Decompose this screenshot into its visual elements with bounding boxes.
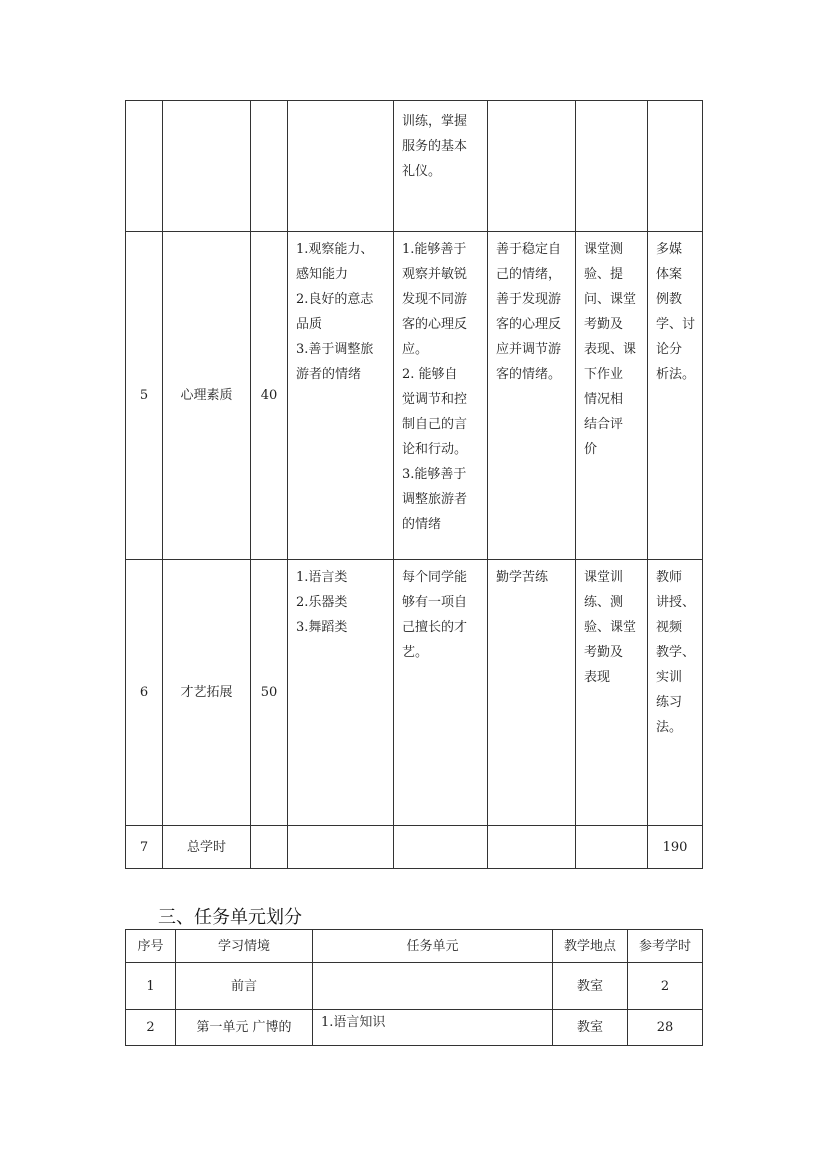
row-module: 总学时 <box>163 826 251 869</box>
row-objectives: 每个同学能 够有一项自 己擅长的才 艺。 <box>394 560 488 826</box>
row-no: 5 <box>126 232 163 560</box>
table-row <box>126 1010 703 1046</box>
row-place: 教室 <box>553 963 628 1010</box>
row-unit: 1.语言知识 <box>313 1010 553 1046</box>
row-method: 多媒 体案 例教 学、讨 论分 析法。 <box>648 232 703 560</box>
row-content <box>288 826 394 869</box>
header-situation: 学习情境 <box>176 930 313 963</box>
row-quality <box>488 826 576 869</box>
row-hours: 40 <box>251 232 288 560</box>
row-assessment: 课堂训 练、测 验、课堂 考勤及 表现 <box>576 560 648 826</box>
row-module <box>163 101 251 232</box>
row-no: 1 <box>126 963 176 1010</box>
row-no: 2 <box>126 1010 176 1046</box>
course-content-table <box>125 100 703 869</box>
row-unit <box>313 963 553 1010</box>
row-situation: 第一单元 广博的 <box>176 1010 313 1046</box>
row-quality: 勤学苦练 <box>488 560 576 826</box>
row-module: 心理素质 <box>163 232 251 560</box>
header-no: 序号 <box>126 930 176 963</box>
row-hours: 2 <box>628 963 703 1010</box>
table-row <box>126 232 703 560</box>
row-quality <box>488 101 576 232</box>
row-objectives: 训练，掌握 服务的基本 礼仪。 <box>394 101 488 232</box>
row-method <box>648 101 703 232</box>
row-assessment <box>576 101 648 232</box>
row-assessment <box>576 826 648 869</box>
row-situation: 前言 <box>176 963 313 1010</box>
row-content: 1.语言类 2.乐器类 3.舞蹈类 <box>288 560 394 826</box>
header-hours: 参考学时 <box>628 930 703 963</box>
row-content <box>288 101 394 232</box>
row-hours: 28 <box>628 1010 703 1046</box>
task-unit-table <box>125 929 703 1046</box>
row-no: 7 <box>126 826 163 869</box>
header-place: 教学地点 <box>553 930 628 963</box>
table-row <box>126 560 703 826</box>
row-hours: 50 <box>251 560 288 826</box>
row-hours <box>251 826 288 869</box>
row-hours <box>251 101 288 232</box>
row-method: 教师 讲授、 视频 教学、 实训 练习 法。 <box>648 560 703 826</box>
table-row <box>126 101 703 232</box>
header-unit: 任务单元 <box>313 930 553 963</box>
table-row <box>126 963 703 1010</box>
row-no: 6 <box>126 560 163 826</box>
section-heading: 三、任务单元划分 <box>158 907 302 928</box>
row-content: 1.观察能力、 感知能力 2.良好的意志 品质 3.善于调整旅 游者的情绪 <box>288 232 394 560</box>
row-no <box>126 101 163 232</box>
row-total-hours: 190 <box>648 826 703 869</box>
row-objectives <box>394 826 488 869</box>
row-place: 教室 <box>553 1010 628 1046</box>
row-objectives: 1.能够善于 观察并敏锐 发现不同游 客的心理反 应。 2. 能够自 觉调节和控 制自己的言 论和行动。 3.能够善于 调整旅游者 的情绪 <box>394 232 488 560</box>
row-module: 才艺拓展 <box>163 560 251 826</box>
row-quality: 善于稳定自 己的情绪， 善于发现游 客的心理反 应并调节游 客的情绪。 <box>488 232 576 560</box>
row-assessment: 课堂测 验、提 问、课堂 考勤及 表现、课 下作业 情况相 结合评 价 <box>576 232 648 560</box>
table-header-row <box>126 930 703 963</box>
table-row-total <box>126 826 703 869</box>
